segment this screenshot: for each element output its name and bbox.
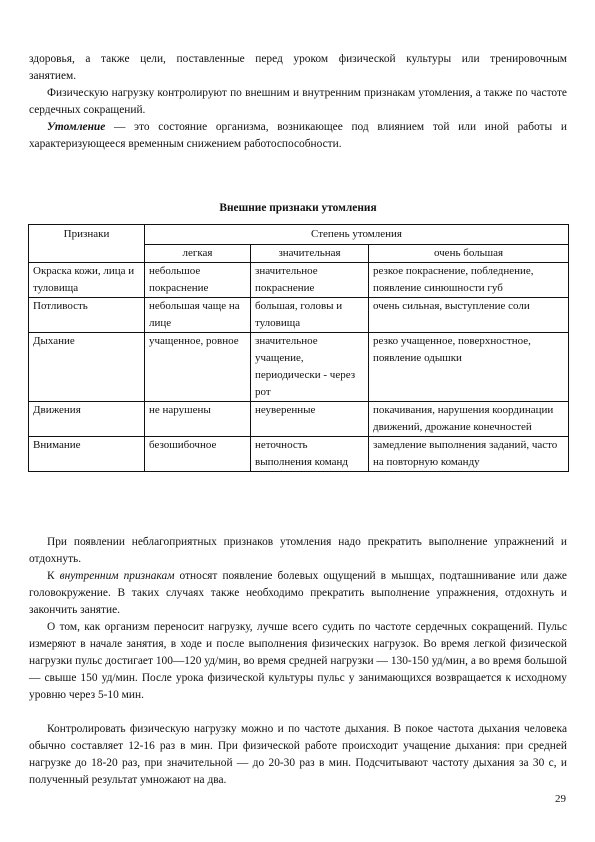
internal-signs-text: относят появление болевых ощущений в мышцах, подташнивание или даже головокружение. В таких случаях также необходимо прекратить выполнение упражнения, отдохнуть и закончить занятие. [29,570,567,616]
paragraph-breathing-rate: Контролировать физическую нагрузку можно и по частоте дыхания. В покое частота дыхания человека обычно составляет 12-16 раз в мин. При физической работе происходит учащение дыхания: при средней нагрузке до 18-20 раз, при значительной — до 20-30 раз в мин. Подсчитывают частоту дыхания за 30 с, и полученный результат умножают на два. [29,723,567,786]
table-row [29,263,569,298]
paragraph-stop-exercise: При появлении неблагоприятных признаков утомления надо прекратить выполнение упражнений и отдохнуть. [29,536,567,565]
cell-sign: Движения [29,402,145,437]
cell-sign: Окраска кожи, лица и туловища [29,263,145,298]
table-row [29,298,569,333]
cell-very-large: замедление выполнения заданий, часто на повторную команду [369,437,569,472]
cell-significant: значительное учащение, периодически - через рот [251,333,369,402]
page-number: 29 [555,793,566,805]
fatigue-signs-table [28,224,569,472]
term-fatigue: Утомление [47,121,106,133]
table-row [29,333,569,402]
paragraph-fatigue-definition [29,119,567,153]
internal-signs-lead: К [47,570,60,582]
cell-very-large: резко учащенное, поверхностное, появление одышки [369,333,569,402]
header-level-very-large: очень большая [369,245,569,263]
cell-light: безошибочное [145,437,251,472]
cell-sign: Внимание [29,437,145,472]
fatigue-definition-text: — это состояние организма, возникающее под влиянием той или иной работы и характеризующееся временным снижением работоспособности. [29,121,567,150]
cell-significant: значительное покраснение [251,263,369,298]
cell-sign: Дыхание [29,333,145,402]
header-level-significant: значительная [251,245,369,263]
paragraph-internal-signs [29,568,567,619]
cell-very-large: покачивания, нарушения координации движений, дрожание конечностей [369,402,569,437]
cell-significant: большая, головы и туловища [251,298,369,333]
cell-light: не нарушены [145,402,251,437]
paragraph-heart-rate: О том, как организм переносит нагрузку, лучше всего судить по частоте сердечных сокращений. Пульс измеряют в начале занятия, в ходе и после выполнения физических нагрузок. Во время легкой физической нагрузки пульс достигает 100—120 уд/мин, во время средней нагрузки — 130-150 уд/мин, а во время большой — свыше 150 уд/мин. После урока физической культуры пульс у занимающихся возвращается к исходному уровню через 5-10 мин. [29,621,567,701]
cell-significant: неуверенные [251,402,369,437]
header-signs: Признаки [29,225,145,263]
paragraph-load-control: Физическую нагрузку контролируют по внешним и внутренним признакам утомления, а также по частоте сердечных сокращений. [29,87,567,116]
cell-sign: Потливость [29,298,145,333]
table-row [29,402,569,437]
header-degree: Степень утомления [145,225,569,245]
table-header-row [29,225,569,245]
paragraph-intro: здоровья, а также цели, поставленные перед уроком физической культуры или тренировочным занятием. [29,53,567,82]
cell-light: учащенное, ровное [145,333,251,402]
cell-very-large: очень сильная, выступление соли [369,298,569,333]
cell-very-large: резкое покраснение, побледнение, появление синюшности губ [369,263,569,298]
cell-light: небольшая чаще на лице [145,298,251,333]
term-internal-signs: внутренним признакам [59,570,175,582]
table-caption: Внешние признаки утомления [219,202,377,214]
table-row [29,437,569,472]
cell-significant: неточность выполнения команд [251,437,369,472]
header-level-light: легкая [145,245,251,263]
cell-light: небольшое покраснение [145,263,251,298]
